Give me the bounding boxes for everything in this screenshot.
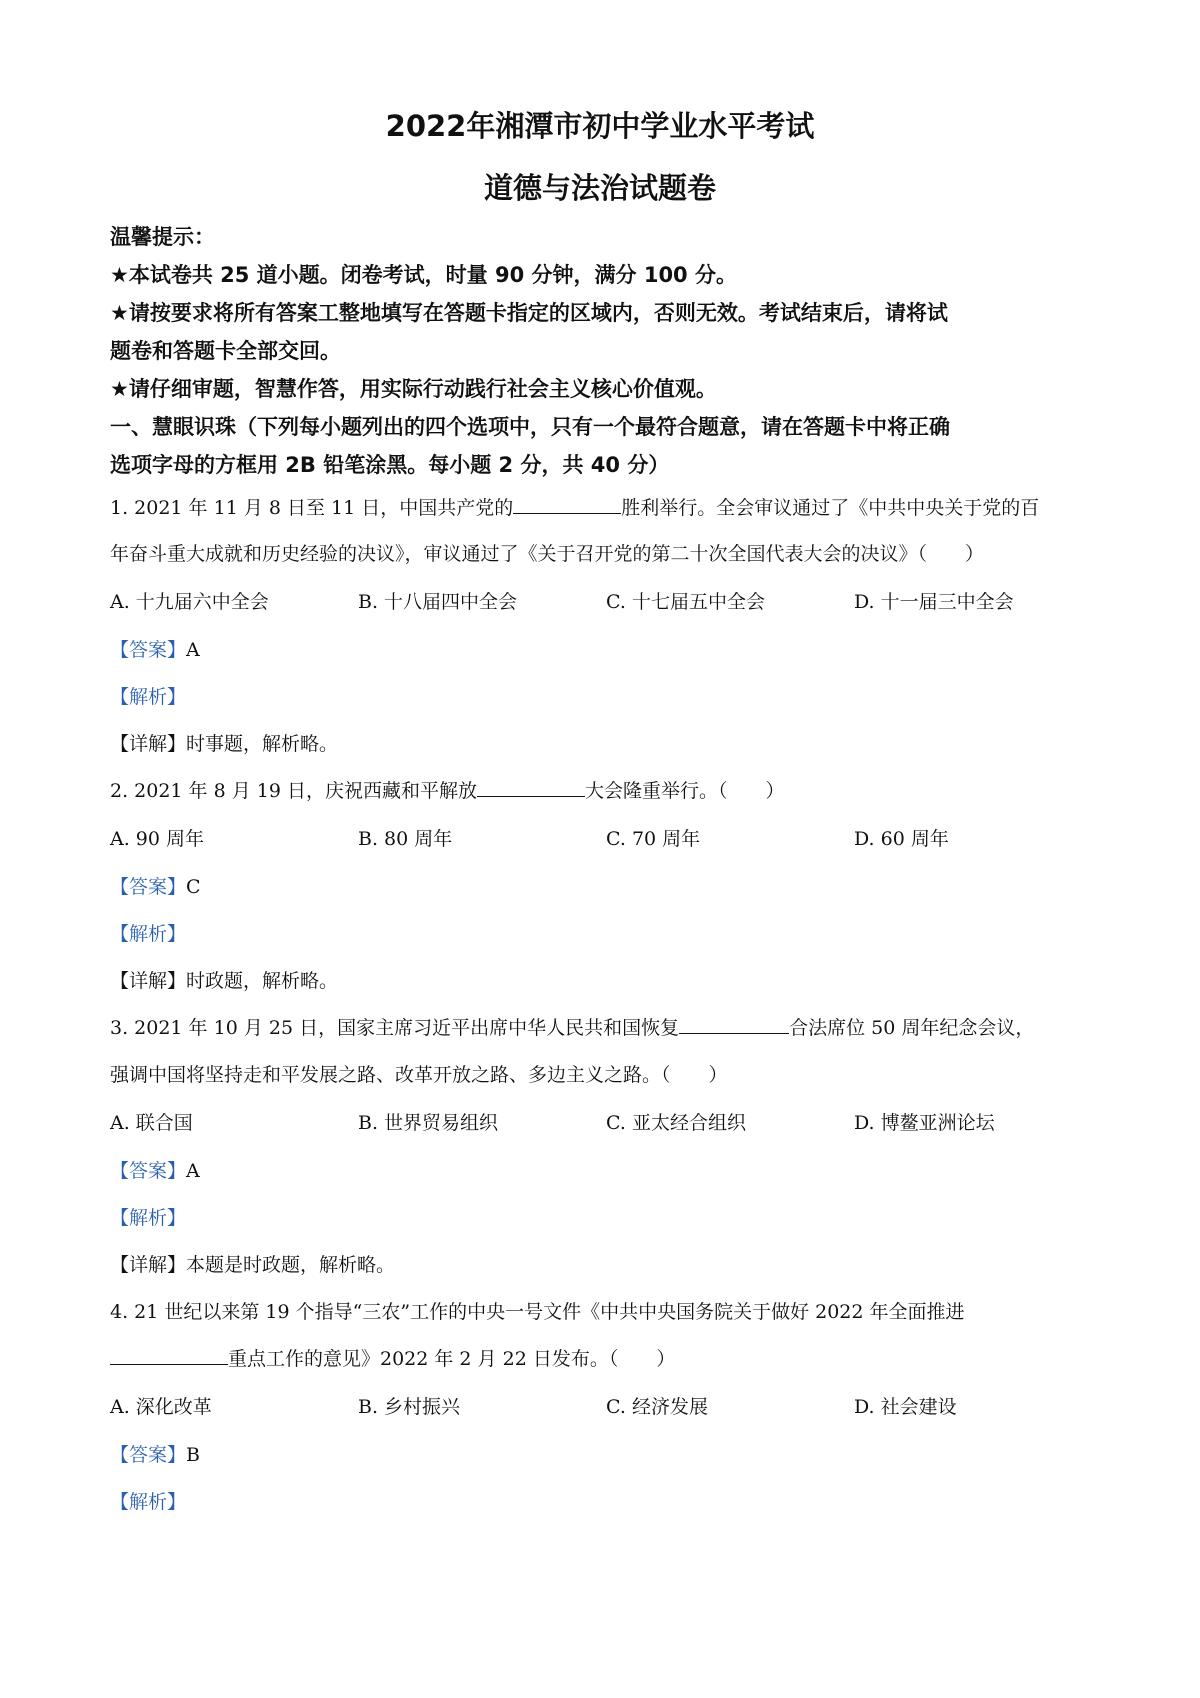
tips-line-2a: ★请按要求将所有答案工整地填写在答题卡指定的区域内，否则无效。考试结束后，请将试 bbox=[110, 301, 948, 325]
q1-stem-a: 1. 2021 年 11 月 8 日至 11 日，中国共产党的 bbox=[110, 497, 514, 519]
q4-option-b: B. 乡村振兴 bbox=[358, 1396, 461, 1418]
q1-option-a: A. 十九届六中全会 bbox=[110, 591, 269, 613]
q1-stem-line-1 bbox=[110, 494, 1039, 522]
section-heading-line-2: 选项字母的方框用 2B 铅笔涂黑。每小题 2 分，共 40 分） bbox=[110, 453, 670, 477]
q3-option-b: B. 世界贸易组织 bbox=[358, 1112, 499, 1134]
exam-title: 2022年湘潭市初中学业水平考试 bbox=[385, 109, 815, 143]
q3-stem-line-2: 强调中国将坚持走和平发展之路、改革开放之路、多边主义之路。（ ） bbox=[110, 1064, 728, 1086]
q2-option-a: A. 90 周年 bbox=[110, 828, 205, 850]
q2-analysis bbox=[110, 920, 186, 948]
q1-option-d: D. 十一届三中全会 bbox=[854, 591, 1014, 613]
q2-stem-b: 大会隆重举行。（ ） bbox=[585, 780, 785, 802]
q2-detail bbox=[110, 967, 338, 995]
analysis-tag: 【解析】 bbox=[110, 1491, 187, 1513]
exam-subtitle: 道德与法治试题卷 bbox=[483, 171, 716, 205]
q1-answer-value: A bbox=[186, 639, 200, 661]
q3-option-c: C. 亚太经合组织 bbox=[606, 1112, 746, 1134]
q1-answer bbox=[110, 636, 200, 664]
tips-line-2b: 题卷和答题卡全部交回。 bbox=[110, 339, 341, 363]
detail-tag: 【详解】 bbox=[110, 970, 187, 992]
q4-stem-b: 重点工作的意见》2022 年 2 月 22 日发布。（ ） bbox=[228, 1348, 676, 1370]
section-heading-line-1: 一、慧眼识珠（下列每小题列出的四个选项中，只有一个最符合题意，请在答题卡中将正确 bbox=[110, 415, 950, 439]
q3-option-a: A. 联合国 bbox=[110, 1112, 193, 1134]
q4-blank bbox=[110, 1346, 228, 1365]
q4-stem-line-1: 4. 21 世纪以来第 19 个指导“三农”工作的中央一号文件《中共中央国务院关于做好 2022 年全面推进 bbox=[110, 1301, 965, 1323]
q4-option-a: A. 深化改革 bbox=[110, 1396, 212, 1418]
q1-blank bbox=[513, 495, 621, 514]
q1-stem-line-2: 年奋斗重大成就和历史经验的决议》，审议通过了《关于召开党的第二十次全国代表大会的决议》（ ） bbox=[110, 543, 985, 565]
q3-detail-text: 本题是时政题，解析略。 bbox=[186, 1254, 396, 1276]
q1-detail bbox=[110, 730, 338, 758]
q1-option-b: B. 十八届四中全会 bbox=[358, 591, 518, 613]
answer-tag: 【答案】 bbox=[110, 876, 187, 898]
answer-tag: 【答案】 bbox=[110, 1444, 187, 1466]
q1-stem-b: 胜利举行。全会审议通过了《中共中央关于党的百 bbox=[621, 497, 1040, 519]
q2-stem-line-1 bbox=[110, 777, 785, 805]
q2-option-d: D. 60 周年 bbox=[854, 828, 949, 850]
q2-answer bbox=[110, 873, 201, 901]
answer-tag: 【答案】 bbox=[110, 1160, 187, 1182]
q2-answer-value: C bbox=[186, 876, 201, 898]
q2-stem-a: 2. 2021 年 8 月 19 日，庆祝西藏和平解放 bbox=[110, 780, 477, 802]
q4-stem-line-2 bbox=[110, 1345, 675, 1373]
q4-option-c: C. 经济发展 bbox=[606, 1396, 708, 1418]
q2-blank bbox=[477, 778, 585, 797]
q2-option-b: B. 80 周年 bbox=[358, 828, 453, 850]
q3-answer bbox=[110, 1157, 200, 1185]
q3-detail bbox=[110, 1251, 395, 1279]
analysis-tag: 【解析】 bbox=[110, 1207, 187, 1229]
q3-stem-b: 合法席位 50 周年纪念会议， bbox=[789, 1017, 1035, 1039]
q1-analysis bbox=[110, 683, 186, 711]
tips-line-3: ★请仔细审题，智慧作答，用实际行动践行社会主义核心价值观。 bbox=[110, 377, 717, 401]
q2-option-c: C. 70 周年 bbox=[606, 828, 701, 850]
q3-stem-line-1 bbox=[110, 1014, 1034, 1042]
q4-option-d: D. 社会建设 bbox=[854, 1396, 957, 1418]
q1-detail-text: 时事题，解析略。 bbox=[186, 733, 339, 755]
q3-stem-a: 3. 2021 年 10 月 25 日，国家主席习近平出席中华人民共和国恢复 bbox=[110, 1017, 680, 1039]
tips-line-1: ★本试卷共 25 道小题。闭卷考试，时量 90 分钟，满分 100 分。 bbox=[110, 263, 737, 287]
q3-answer-value: A bbox=[186, 1160, 200, 1182]
q2-detail-text: 时政题，解析略。 bbox=[186, 970, 339, 992]
analysis-tag: 【解析】 bbox=[110, 923, 187, 945]
analysis-tag: 【解析】 bbox=[110, 686, 187, 708]
tips-heading: 温馨提示： bbox=[110, 225, 215, 249]
q3-analysis bbox=[110, 1204, 186, 1232]
q4-answer-value: B bbox=[186, 1444, 200, 1466]
q3-option-d: D. 博鳌亚洲论坛 bbox=[854, 1112, 995, 1134]
q4-analysis bbox=[110, 1488, 186, 1516]
q4-answer bbox=[110, 1441, 200, 1469]
q1-option-c: C. 十七届五中全会 bbox=[606, 591, 765, 613]
answer-tag: 【答案】 bbox=[110, 639, 187, 661]
detail-tag: 【详解】 bbox=[110, 1254, 187, 1276]
q3-blank bbox=[679, 1015, 789, 1034]
detail-tag: 【详解】 bbox=[110, 733, 187, 755]
